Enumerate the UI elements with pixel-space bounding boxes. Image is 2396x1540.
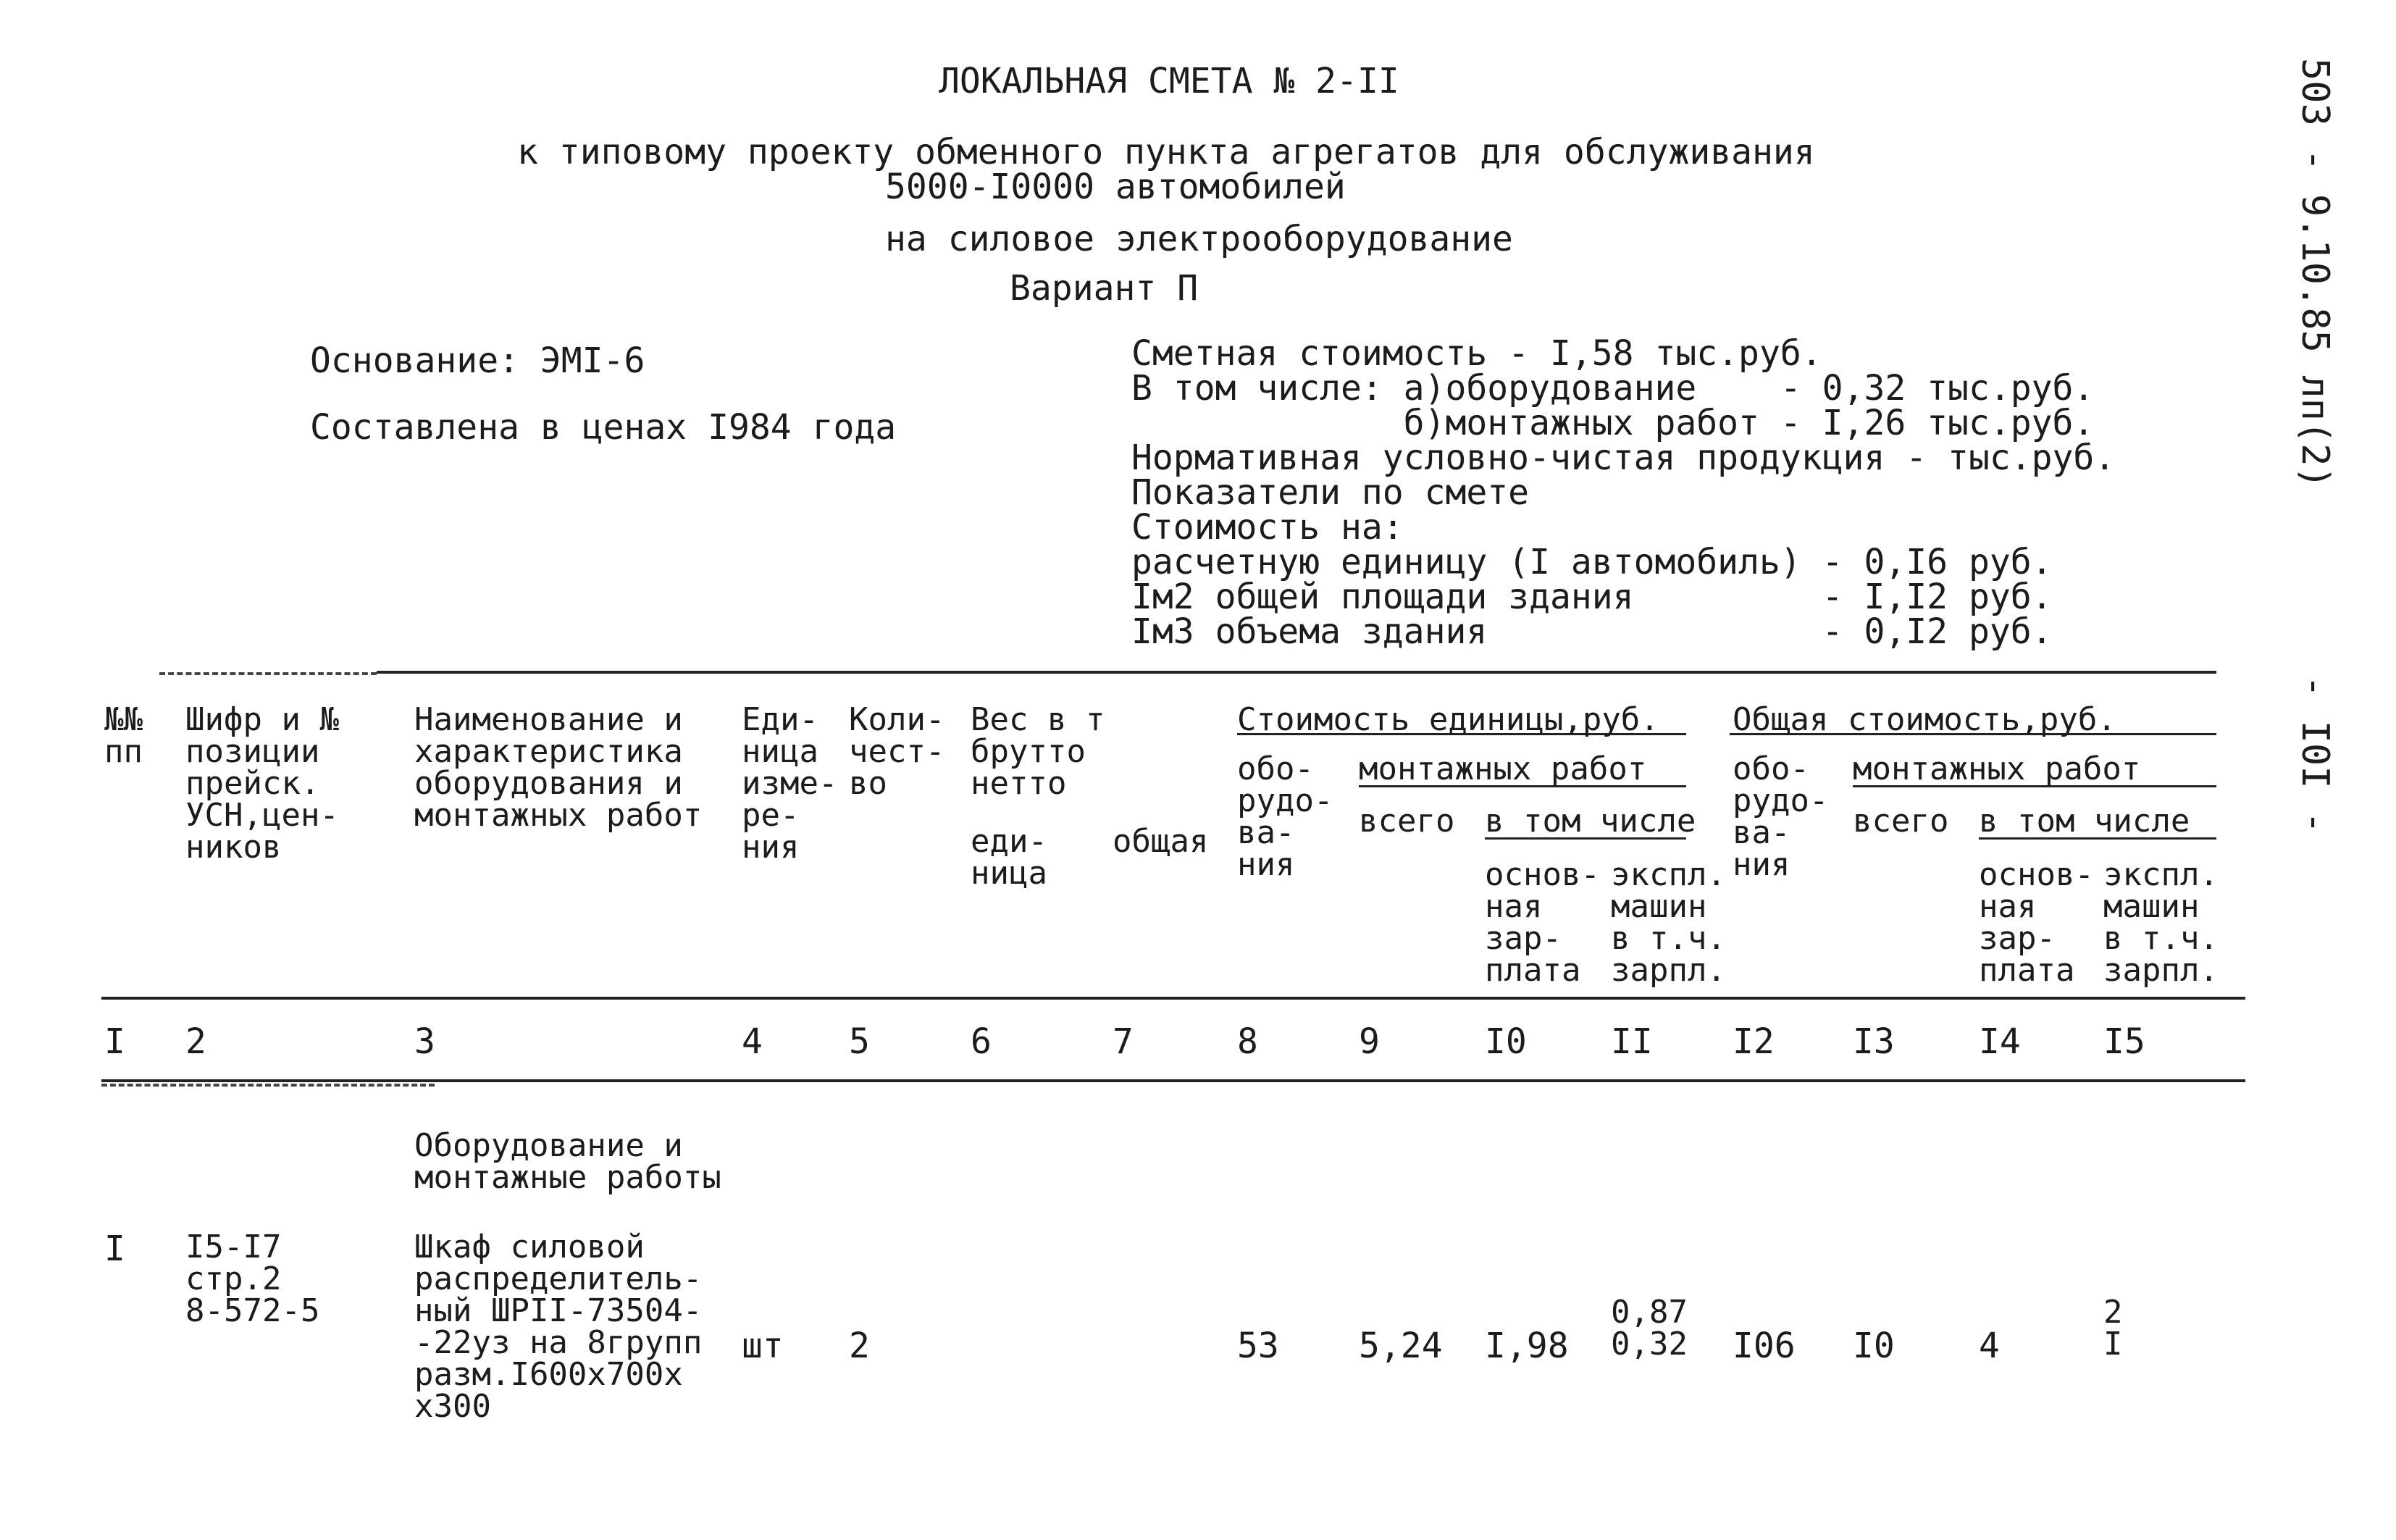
summary-net-production: Нормативная условно-чистая продукция - тыс.руб. [1131, 438, 2116, 478]
summary-estimated-cost: Сметная стоимость - I,58 тыс.руб. [1131, 333, 1822, 374]
row-unit-wages: I,98 [1485, 1326, 1569, 1366]
col-header-mont1: монтажных работ [1359, 750, 1647, 787]
col-number: 5 [849, 1021, 870, 1062]
col-header-unit: Еди- ница изме- ре- ния [742, 701, 838, 866]
table-top-rule-left [159, 672, 377, 675]
column-number-rule [101, 1079, 2245, 1082]
row-total-wages: 4 [1979, 1326, 2000, 1366]
document-title: ЛОКАЛЬНАЯ СМЕТА № 2-II [939, 61, 1399, 101]
col-number: I4 [1979, 1021, 2021, 1062]
subtitle-line-2: 5000-I0000 автомобилей [885, 167, 1346, 207]
table-top-rule [377, 671, 2216, 674]
col-header-incl2: в том числе [1979, 803, 2190, 840]
col-header-name: Наименование и характеристика оборудования и монтажных работ [414, 701, 703, 834]
summary-per-unit: расчетную единицу (I автомобиль) - 0,I6 руб. [1131, 542, 2053, 582]
col-header-unit-wages: основ- ная зар- плата [1485, 856, 1600, 989]
col-number: I5 [2103, 1021, 2145, 1062]
col-number: 3 [414, 1021, 435, 1062]
row-unit-mount-total: 5,24 [1359, 1326, 1443, 1366]
summary-mounting: б)монтажных работ - I,26 тыс.руб. [1131, 403, 2095, 443]
row-unit: шт [742, 1326, 784, 1366]
row-code: I5-I7 стр.2 8-572-5 [185, 1229, 320, 1329]
summary-equipment: В том числе: а)оборудование - 0,32 тыс.руб. [1131, 368, 2095, 409]
col-number: I2 [1733, 1021, 1775, 1062]
col-header-total-machines: экспл. машин в т.ч. зарпл. [2103, 856, 2219, 989]
row-unit-equipment: 53 [1237, 1326, 1279, 1366]
col-header-unit-equipment: обо- рудо- ва- ния [1237, 750, 1333, 883]
row-total-equipment: I06 [1733, 1326, 1796, 1366]
col-number: 8 [1237, 1021, 1258, 1062]
col-header-unit-cost-group: Стоимость единицы,руб. [1237, 701, 1659, 738]
col-header-weight-group: Вес в т [971, 701, 1105, 738]
section-title: Оборудование и монтажные работы [414, 1127, 721, 1196]
col-number: I3 [1853, 1021, 1895, 1062]
col-header-code: Шифр и № позиции прейск. УСН,цен- ников [185, 701, 339, 866]
basis-foundation: Основание: ЭМI-6 [310, 340, 645, 381]
row-total-mount-total: I0 [1853, 1326, 1895, 1366]
row-total-machines: 2 I [2103, 1294, 2123, 1363]
col-number: 2 [185, 1021, 206, 1062]
col-header-weight-unit: еди- ница [971, 823, 1047, 892]
col-header-unit-machines: экспл. машин в т.ч. зарпл. [1611, 856, 1726, 989]
col-header-total-cost-group: Общая стоимость,руб. [1733, 701, 2116, 738]
col-header-incl1: в том числе [1485, 803, 1696, 840]
header-bottom-rule [101, 997, 2245, 1000]
row-qty: 2 [849, 1326, 870, 1366]
col-number: 9 [1359, 1021, 1380, 1062]
project-code: 503 - 9.10.85 лп(2) [2293, 58, 2337, 489]
col-header-unit-mount-total: всего [1359, 803, 1455, 840]
col-header-total-wages: основ- ная зар- плата [1979, 856, 2094, 989]
page-number: - I0I - [2293, 675, 2337, 834]
col-header-weight-sub: брутто нетто [971, 733, 1086, 802]
summary-per-m2: Iм2 общей площади здания - I,I2 руб. [1131, 577, 2053, 617]
subtitle-line-3: на силовое электрооборудование [885, 219, 1513, 259]
subtitle-line-1: к типовому проекту обменного пункта агрегатов для обслуживания [517, 132, 1815, 172]
col-header-weight-total: общая [1113, 823, 1209, 860]
summary-per-m3: Iм3 объема здания - 0,I2 руб. [1131, 611, 2053, 652]
summary-cost-per: Стоимость на: [1131, 507, 1404, 548]
col-header-num: №№ пп [104, 701, 143, 770]
col-number: 7 [1113, 1021, 1134, 1062]
table-body-dash-rule [101, 1084, 435, 1087]
col-number: II [1611, 1021, 1653, 1062]
summary-indicators: Показатели по смете [1131, 472, 1530, 513]
col-number: I0 [1485, 1021, 1527, 1062]
col-header-mont2: монтажных работ [1853, 750, 2141, 787]
variant-label: Вариант П [1010, 268, 1199, 309]
col-number: I [104, 1021, 125, 1062]
col-header-total-equipment: обо- рудо- ва- ния [1733, 750, 1829, 883]
row-unit-machines: 0,87 0,32 [1611, 1294, 1688, 1363]
col-number: 4 [742, 1021, 763, 1062]
col-header-total-mount-total: всего [1853, 803, 1949, 840]
row-name: Шкаф силовой распределитель- ный ШРII-73504- -22уз на 8групп разм.I600x700x x300 [414, 1229, 703, 1425]
prices-year: Составлена в ценах I984 года [310, 407, 897, 448]
row-num: I [104, 1229, 125, 1269]
col-number: 6 [971, 1021, 992, 1062]
col-header-qty: Коли- чест- во [849, 701, 945, 802]
